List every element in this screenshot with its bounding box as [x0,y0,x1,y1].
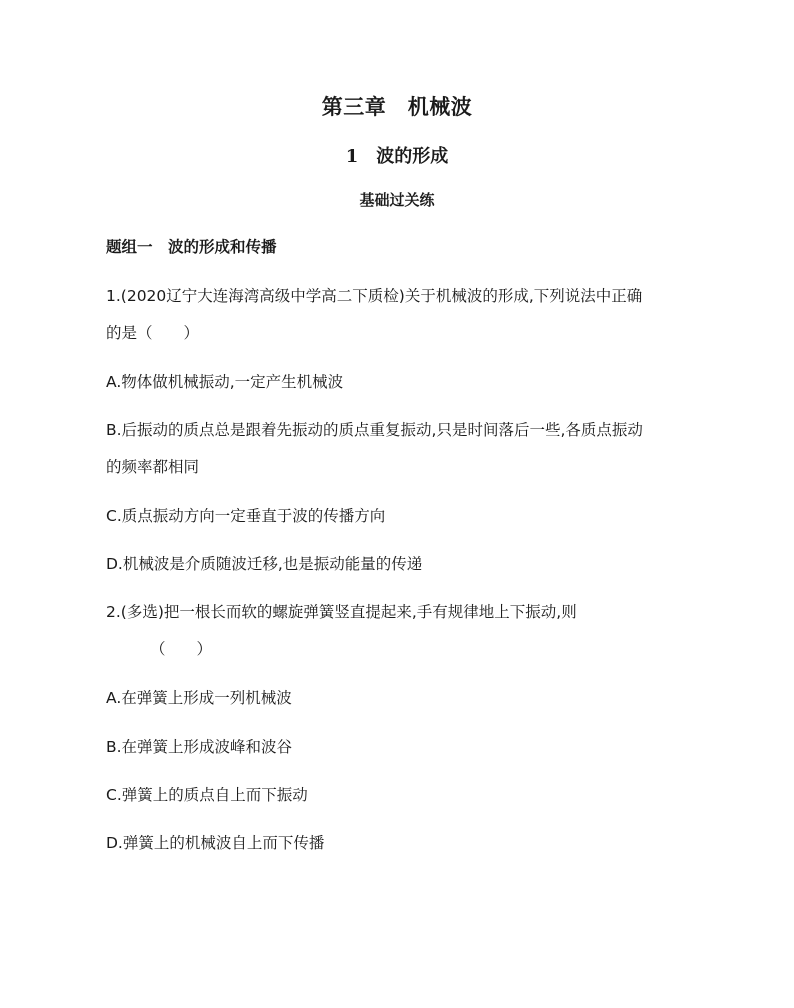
question-1-stem-line-2: 的是（ ） [106,324,200,342]
question-2-option-b: B.在弹簧上形成波峰和波谷 [106,738,293,756]
question-1-option-a: A.物体做机械振动,一定产生机械波 [106,373,344,391]
section-title: 1 波的形成 [345,146,449,167]
question-1-stem-line-1: 1.(2020辽宁大连海湾高级中学高二下质检)关于机械波的形成,下列说法中正确 [106,287,643,305]
question-2-answer-paren: （ ） [150,640,213,658]
question-1-option-b-line-1: B.后振动的质点总是跟着先振动的质点重复振动,只是时间落后一些,各质点振动 [106,421,643,439]
question-2-option-c: C.弹簧上的质点自上而下振动 [106,786,308,804]
question-1-option-c: C.质点振动方向一定垂直于波的传播方向 [106,507,386,525]
question-2-option-d: D.弹簧上的机械波自上而下传播 [106,834,325,852]
practice-title: 基础过关练 [359,191,435,209]
question-2-stem-line-1: 2.(多选)把一根长而软的螺旋弹簧竖直提起来,手有规律地上下振动,则 [106,603,577,621]
chapter-title: 第三章 机械波 [321,94,473,119]
question-1-option-b-line-2: 的频率都相同 [106,458,200,476]
question-group-title: 题组一 波的形成和传播 [106,238,277,256]
question-2-option-a: A.在弹簧上形成一列机械波 [106,689,292,707]
question-1-option-d: D.机械波是介质随波迁移,也是振动能量的传递 [106,555,423,573]
